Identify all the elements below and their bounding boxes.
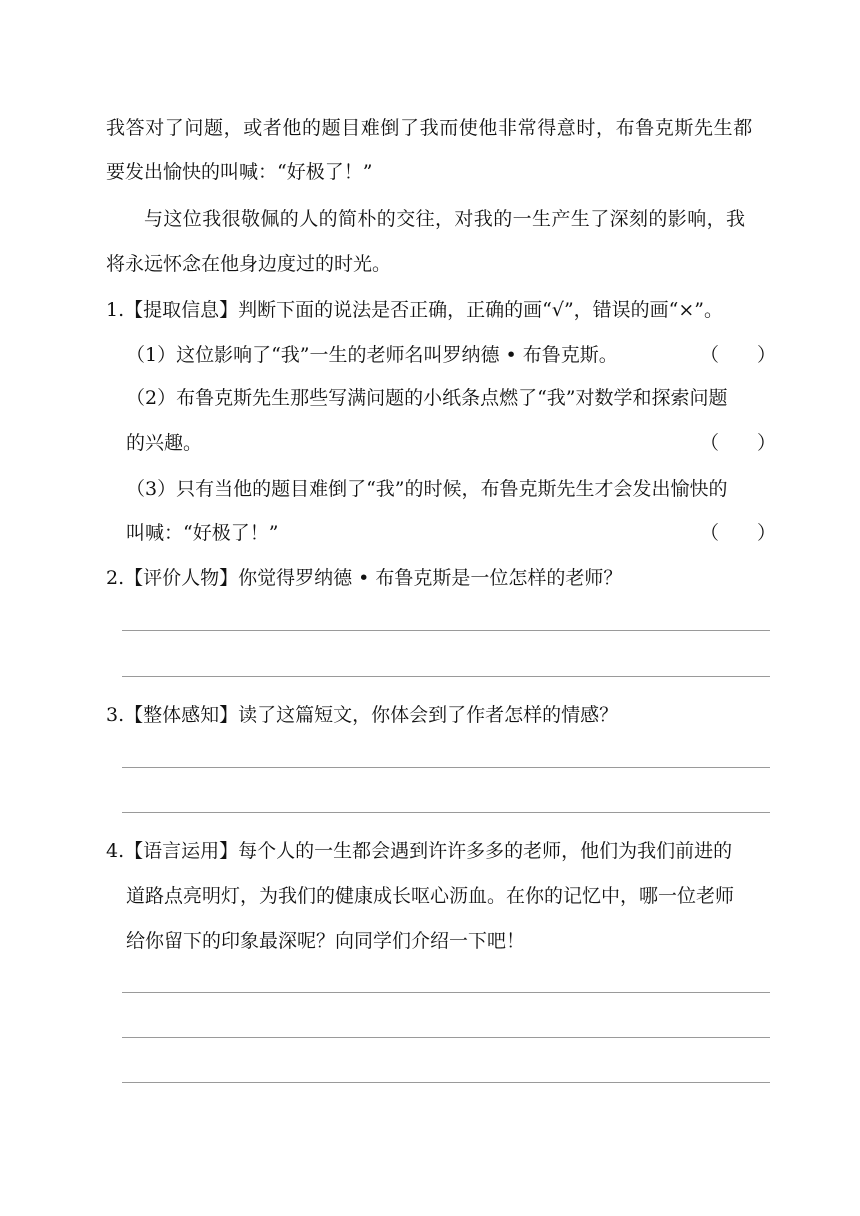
answer-line[interactable] bbox=[122, 1082, 770, 1083]
answer-line[interactable] bbox=[122, 767, 770, 768]
answer-parentheses[interactable]: （ ） bbox=[700, 432, 777, 454]
passage-line: 将永远怀念在他身边度过的时光。 bbox=[106, 253, 392, 275]
question-1-title: 1.【提取信息】判断下面的说法是否正确，正确的画“√”，错误的画“×”。 bbox=[106, 299, 724, 321]
question-1-item-2: （2）布鲁克斯先生那些写满问题的小纸条点燃了“我”对数学和探索问题 bbox=[126, 387, 728, 409]
question-1-item-3: （3）只有当他的题目难倒了“我”的时候，布鲁克斯先生才会发出愉快的 bbox=[126, 478, 728, 500]
question-1-item-2-cont: 的兴趣。 bbox=[126, 432, 203, 454]
answer-parentheses[interactable]: （ ） bbox=[700, 522, 777, 544]
answer-line[interactable] bbox=[122, 992, 770, 993]
question-4-title: 4.【语言运用】每个人的一生都会遇到许许多多的老师，他们为我们前进的 bbox=[106, 840, 733, 862]
answer-line[interactable] bbox=[122, 676, 770, 677]
question-1-item-3-cont: 叫喊：“好极了！” bbox=[126, 522, 279, 544]
passage-line: 与这位我很敬佩的人的简朴的交往，对我的一生产生了深刻的影响，我 bbox=[144, 208, 746, 230]
question-4-text: 给你留下的印象最深呢？向同学们介绍一下吧！ bbox=[126, 930, 526, 952]
answer-parentheses[interactable]: （ ） bbox=[700, 344, 777, 366]
question-3-title: 3.【整体感知】读了这篇短文，你体会到了作者怎样的情感？ bbox=[106, 704, 619, 726]
answer-line[interactable] bbox=[122, 630, 770, 631]
passage-line: 我答对了问题，或者他的题目难倒了我而使他非常得意时，布鲁克斯先生都 bbox=[106, 117, 753, 139]
passage-line: 要发出愉快的叫喊：“好极了！” bbox=[106, 161, 373, 183]
answer-line[interactable] bbox=[122, 812, 770, 813]
question-2-title: 2.【评价人物】你觉得罗纳德 • 布鲁克斯是一位怎样的老师？ bbox=[106, 567, 623, 589]
question-1-item-1: （1）这位影响了“我”一生的老师名叫罗纳德 • 布鲁克斯。 bbox=[126, 344, 618, 366]
answer-line[interactable] bbox=[122, 1037, 770, 1038]
question-4-text: 道路点亮明灯，为我们的健康成长呕心沥血。在你的记忆中，哪一位老师 bbox=[126, 885, 735, 907]
